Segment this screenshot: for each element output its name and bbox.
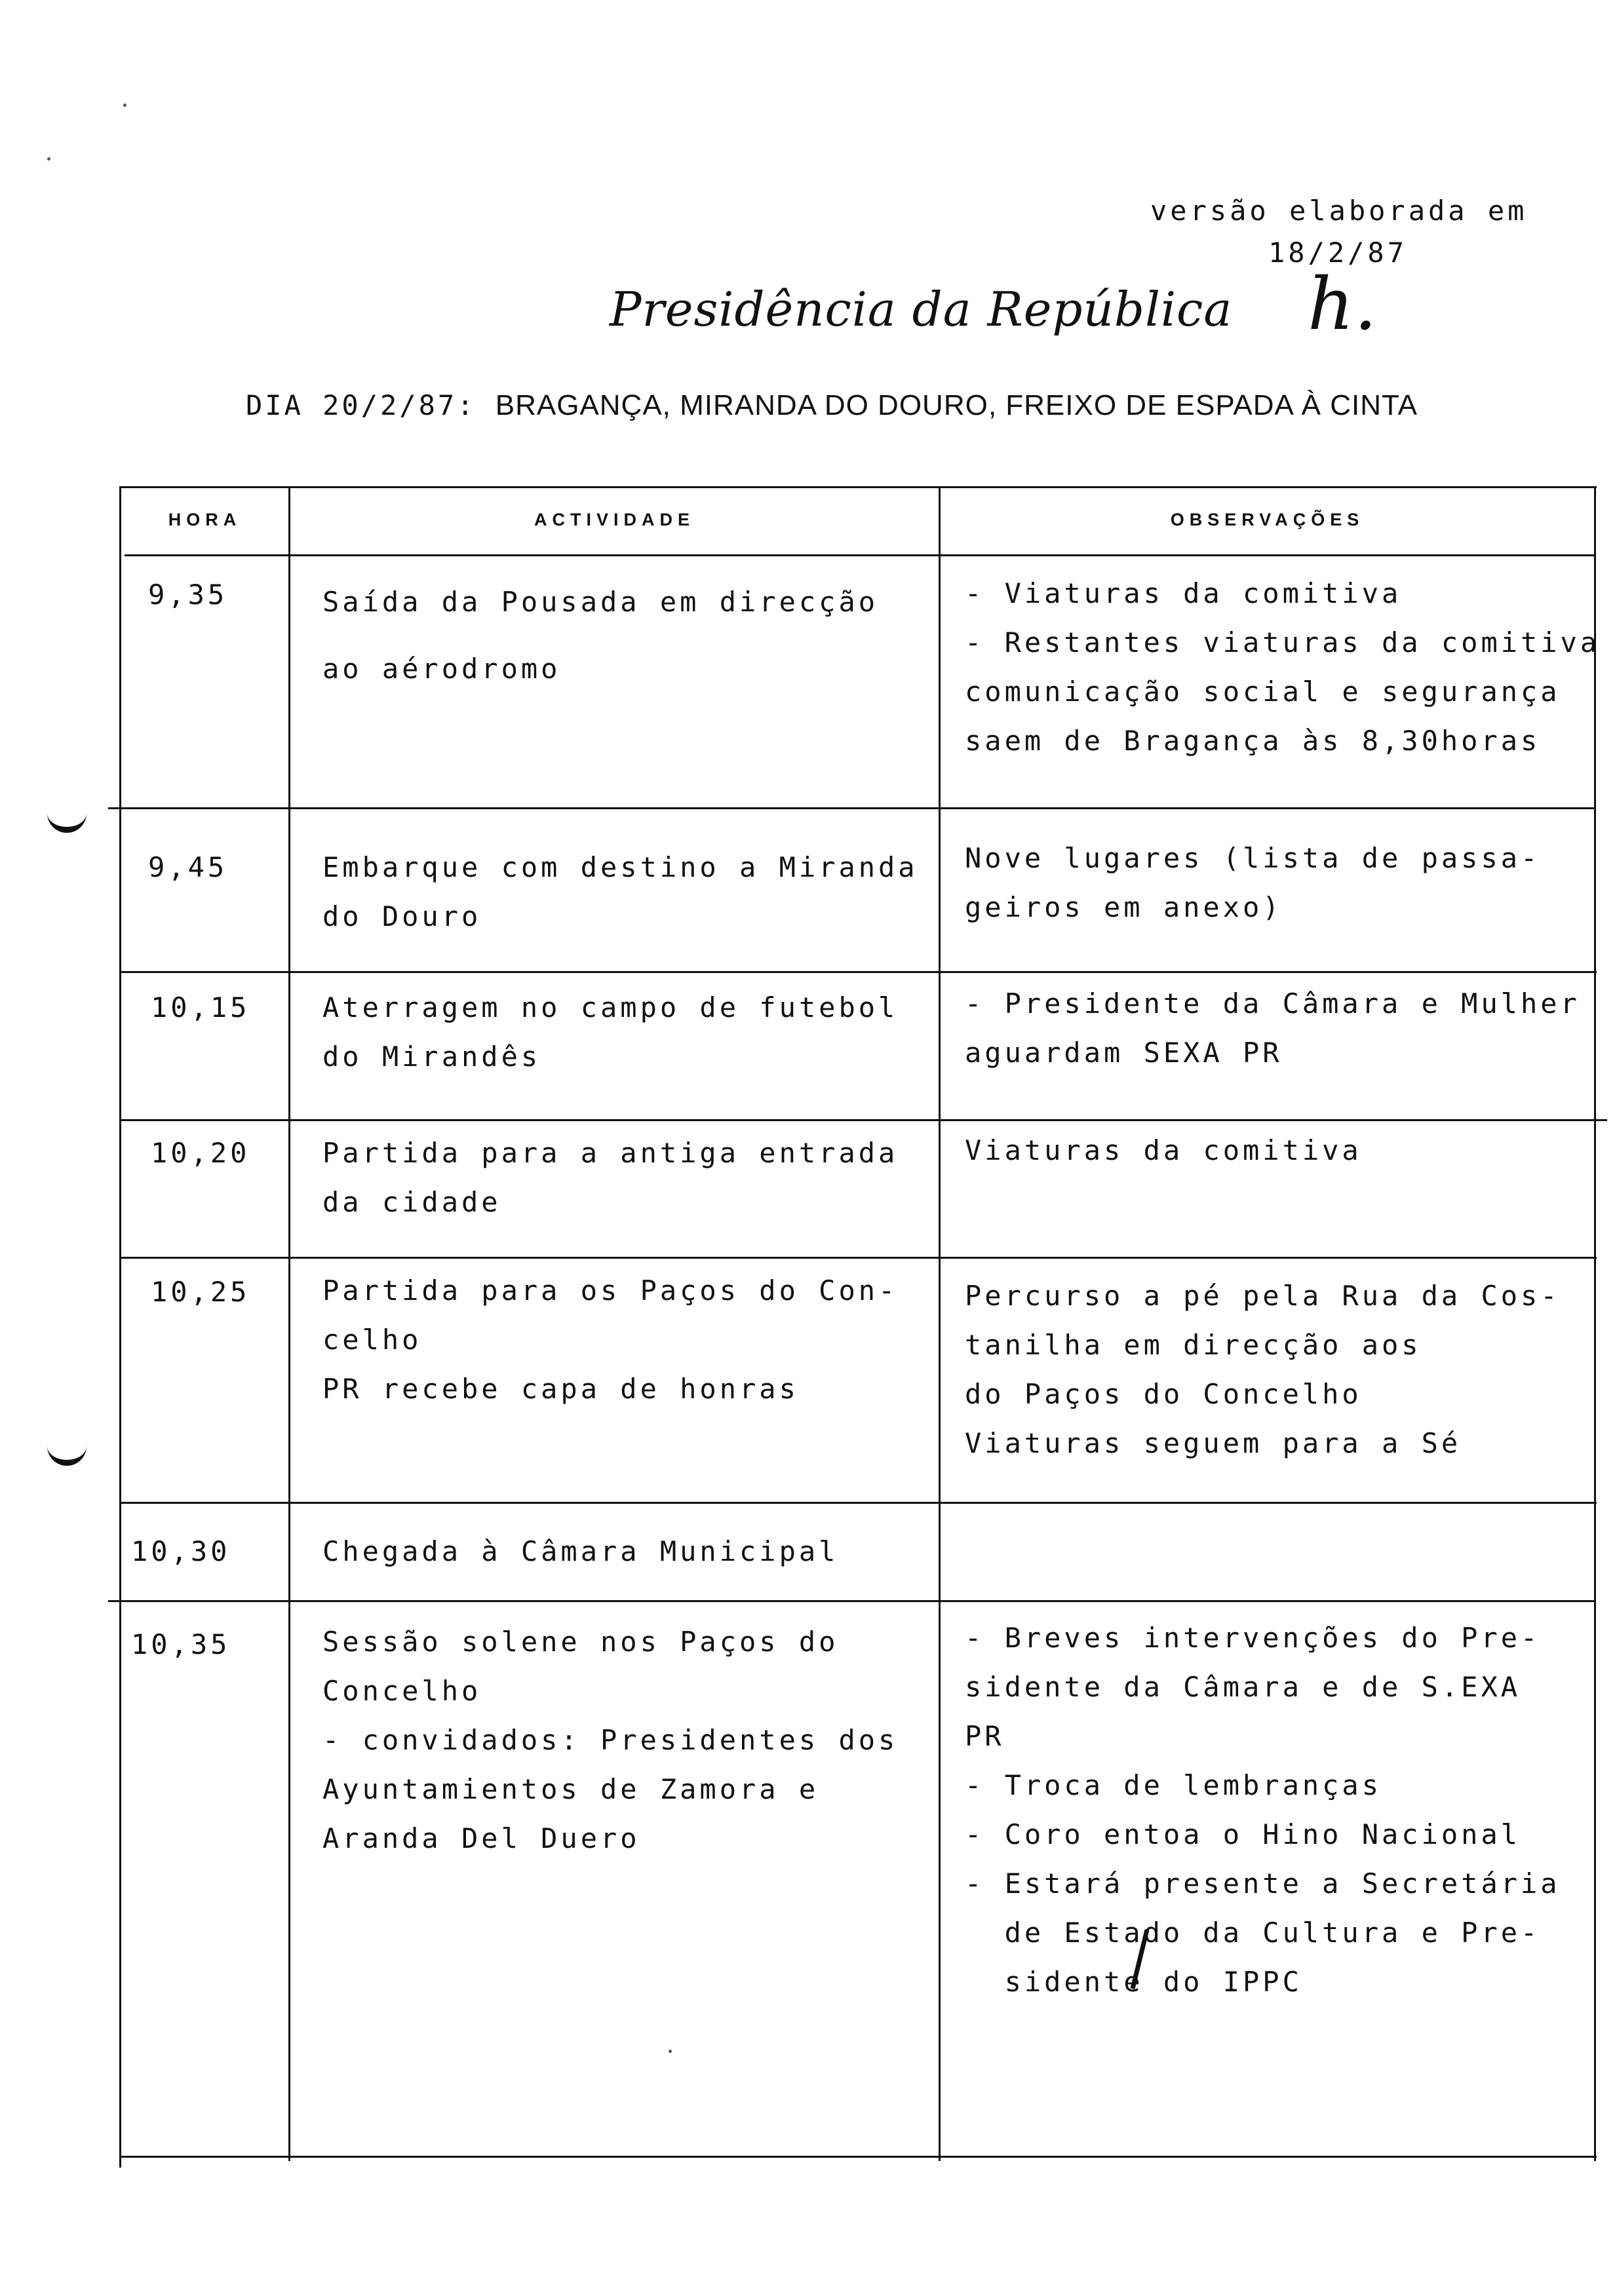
table-cell-hora: 9,35 <box>148 579 228 611</box>
table-cell-hora: 10,15 <box>151 991 250 1024</box>
row-divider <box>108 807 1596 809</box>
day-label: DIA 20/2/87: <box>246 389 477 421</box>
version-line-1: versão elaborada em <box>1150 195 1528 227</box>
table-cell-actividade: Embarque com destino a Miranda do Douro <box>322 851 918 932</box>
table-cell-observacoes: - Breves intervenções do Pre- sidente da Câmara e de S.EXA PR - Troca de lembranças - Coro entoa o Hino Nacional - Estará presente a Secretária de Estado da Cultura e Pre- sidente do IPPC <box>965 1622 1561 1998</box>
table-cell-observacoes: - Presidente da Câmara e Mulher aguardam SEXA PR <box>965 987 1580 1069</box>
row-divider <box>108 1600 1596 1602</box>
table-cell-observacoes: Viaturas da comitiva <box>965 1134 1362 1166</box>
column-header-actividade: ACTIVIDADE <box>534 510 695 529</box>
column-header-observacoes: OBSERVAÇÕES <box>1170 510 1365 529</box>
row-divider <box>119 1119 1607 1121</box>
table-cell-hora: 9,45 <box>148 851 228 883</box>
table-cell-hora: 10,30 <box>131 1535 231 1567</box>
handwritten-initials: h. <box>1308 262 1377 346</box>
scan-speck <box>669 2050 672 2053</box>
table-cell-actividade: Partida para a antiga entrada da cidade <box>322 1137 899 1218</box>
scan-speck <box>123 104 126 107</box>
header-divider <box>125 554 1594 556</box>
version-line-2: 18/2/87 <box>1268 237 1408 269</box>
table-cell-hora: 10,25 <box>151 1276 250 1308</box>
version-note <box>1150 190 1527 274</box>
column-header-hora: HORA <box>168 510 242 529</box>
column-divider <box>288 486 290 2161</box>
table-border-left <box>119 486 121 2168</box>
table-cell-observacoes: Percurso a pé pela Rua da Cos- tanilha em direcção aos do Paços do Concelho Viaturas seguem para a Sé <box>965 1280 1561 1459</box>
day-line <box>246 389 1418 422</box>
table-cell-actividade: Partida para os Paços do Con- celho PR recebe capa de honras <box>322 1274 899 1405</box>
table-cell-actividade: Sessão solene nos Paços do Concelho - convidados: Presidentes dos Ayuntamientos de Zamora e Aranda Del Duero <box>322 1626 899 1854</box>
binding-mark <box>47 1440 87 1466</box>
table-border-top <box>119 486 1597 488</box>
table-cell-observacoes: - Viaturas da comitiva - Restantes viaturas da comitiva comunicação social e segurança saem de Bragança às 8,30horas <box>965 577 1601 757</box>
table-cell-observacoes: Nove lugares (lista de passa- geiros em anexo) <box>965 842 1541 923</box>
table-cell-actividade: Chegada à Câmara Municipal <box>322 1535 839 1567</box>
row-divider <box>119 1502 1597 1504</box>
places: BRAGANÇA, MIRANDA DO DOURO, FREIXO DE ESPADA À CINTA <box>495 389 1418 421</box>
letterhead: Presidência da República <box>610 282 1233 337</box>
handwritten-correction-mark <box>1121 1926 1160 1992</box>
table-cell-actividade: Aterragem no campo de futebol do Mirandês <box>322 991 899 1073</box>
scan-speck <box>47 157 50 161</box>
table-cell-actividade: Saída da Pousada em direcção ao aérodromo <box>322 586 879 685</box>
table-cell-hora: 10,35 <box>131 1628 231 1660</box>
table-border-bottom <box>119 2156 1597 2158</box>
row-divider <box>119 1257 1597 1259</box>
row-divider <box>119 971 1597 973</box>
column-divider <box>939 486 941 2161</box>
binding-mark <box>47 807 87 833</box>
table-cell-hora: 10,20 <box>151 1137 250 1169</box>
